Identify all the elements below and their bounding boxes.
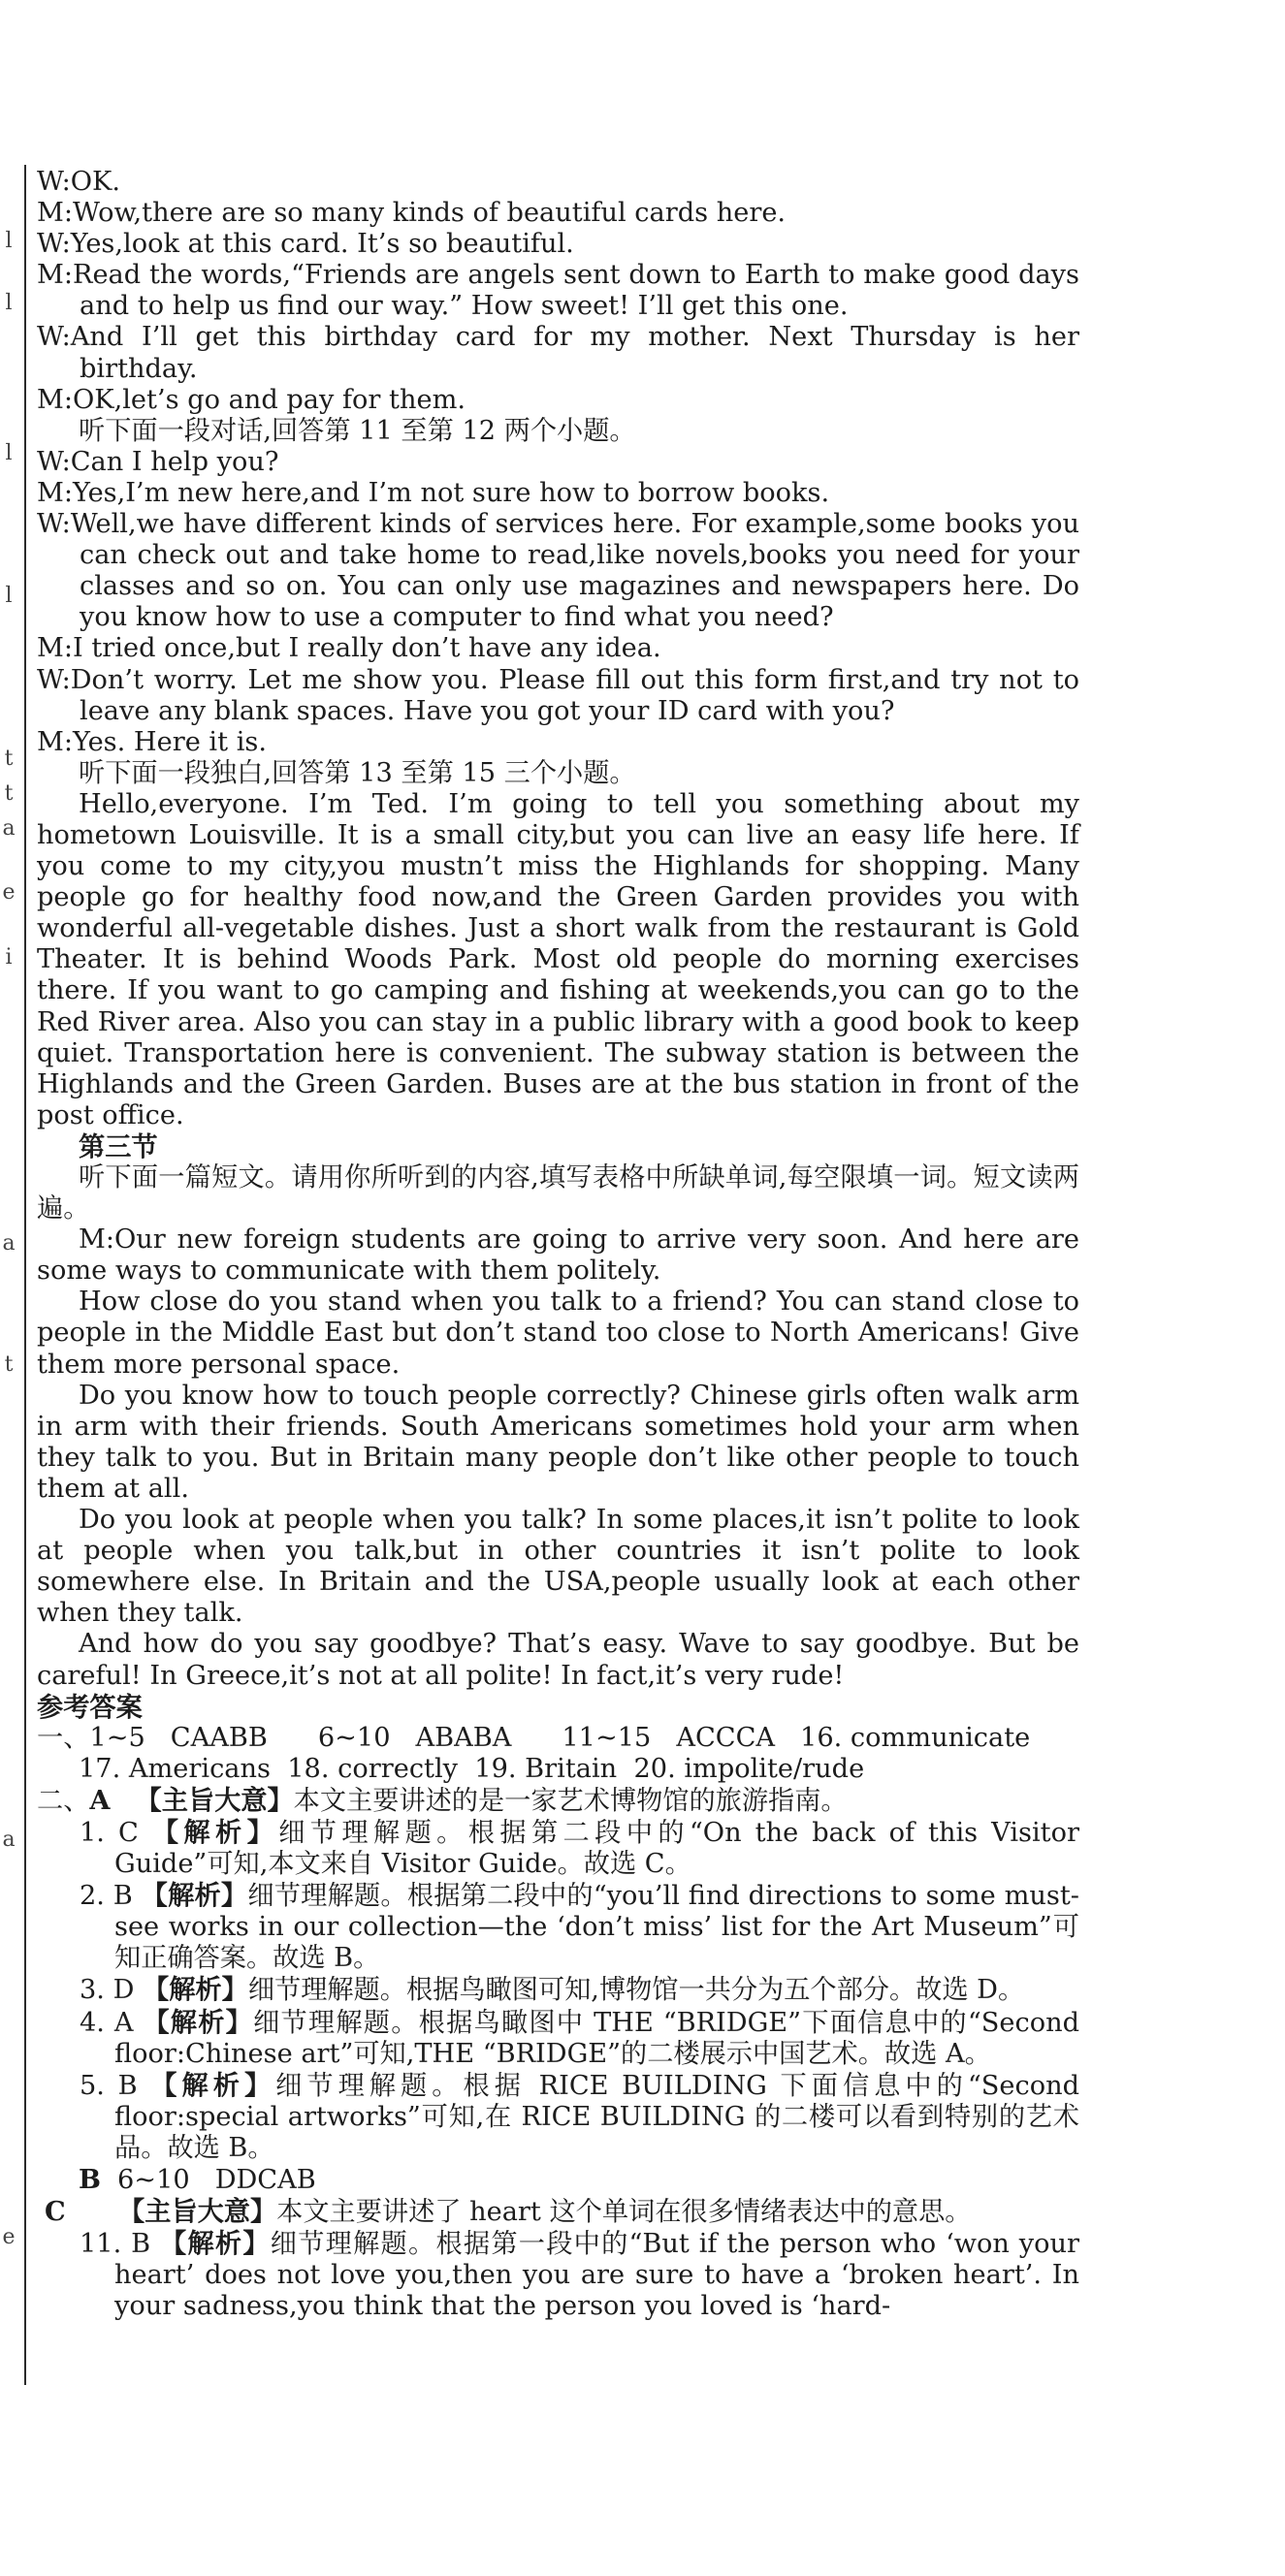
- answer-explanation: 11. B 【解析】细节理解题。根据第一段中的“But if the person who ‘won your heart’ does not love you,then you are sure to have a ‘broken heart’. In your sadness,you think that the person you loved is ‘hard-: [80, 2228, 1079, 2322]
- edge-letter: t: [4, 781, 14, 806]
- edge-letter: a: [2, 816, 16, 841]
- listening-intro: 听下面一段对话,回答第 11 至第 12 两个小题。: [79, 415, 636, 446]
- dialog-line: W:Don’t worry. Let me show you. Please fill out this form first,and try not to leave any blank spaces. Have you got your ID card with you?: [37, 664, 1079, 726]
- dialog-line: W:Well,we have different kinds of services here. For example,some books you can check out and take home to read,like novels,books you need for your classes and so on. You can only use magazines and newspapers here. Do you know how to use a computer to find what you need?: [37, 509, 1079, 633]
- answer-explanation: 1. C 【解析】细节理解题。根据第二段中的“On the back of this Visitor Guide”可知,本文来自 Visitor Guide。故选 C。: [80, 1816, 1079, 1880]
- passage-paragraph: Do you know how to touch people correctly? Chinese girls often walk arm in arm with their friends. South Americans sometimes hold your arm when they talk to you. But in Britain many people don’t like other people to touch them at all.: [37, 1380, 1079, 1504]
- edge-letter: l: [5, 441, 13, 465]
- monologue-paragraph: Hello,everyone. I’m Ted. I’m going to tell you something about my hometown Louisville. It is a small city,but you can live an easy life here. If you come to my city,you mustn’t miss the Highlands for shopping. Many people go for healthy food now,and the Green Garden provides you with wonderful all-vegetable dishes. Just a short walk from the restaurant is Gold Theater. It is behind Woods Park. Most old people do morning exercises there. If you want to go camping and fishing at weekends,you can go to the Red River area. Also you can stay in a public library with a good book to keep quiet. Transportation here is convenient. The subway station is between the Highlands and the Green Garden. Buses are at the bus station in front of the post office.: [37, 788, 1079, 1130]
- main-idea: 二、A 【主旨大意】本文主要讲述的是一家艺术博物馆的旅游指南。: [37, 1784, 848, 1816]
- answer-explanation: 5. B 【解析】细节理解题。根据 RICE BUILDING 下面信息中的“Second floor:special artworks”可知,在 RICE BUILDING 的二楼可以看到特别的艺术品。故选 B。: [80, 2069, 1079, 2163]
- page-content: [37, 167, 1079, 2322]
- section-heading: 第三节: [79, 1130, 158, 1162]
- dialog-line: W:OK.: [37, 167, 120, 197]
- passage-paragraph: M:Our new foreign students are going to arrive very soon. And here are some ways to communicate with them politely.: [37, 1224, 1079, 1287]
- dialog-line: M:OK,let’s go and pay for them.: [37, 384, 466, 415]
- main-idea: C 【主旨大意】本文主要讲述了 heart 这个单词在很多情绪表达中的意思。: [45, 2196, 972, 2228]
- passage-paragraph: And how do you say goodbye? That’s easy. Wave to say goodbye. But be careful! In Greece,it’s not at all polite! In fact,it’s very rude!: [37, 1629, 1079, 1691]
- dialog-line: W:Yes,look at this card. It’s so beautiful.: [37, 229, 574, 260]
- dialog-line: W:Can I help you?: [37, 446, 279, 477]
- dialog-line: M:I tried once,but I really don’t have any idea.: [37, 633, 661, 664]
- edge-letter: l: [5, 291, 13, 315]
- dialog-line: W:And I’ll get this birthday card for my mother. Next Thursday is her birthday.: [37, 322, 1079, 384]
- edge-letter: a: [2, 1231, 16, 1256]
- dialog-line: M:Read the words,“Friends are angels sent down to Earth to make good days and to help us find our way.” How sweet! I’ll get this one.: [37, 260, 1079, 322]
- edge-letter: l: [5, 584, 13, 608]
- edge-letter: e: [2, 880, 16, 905]
- section-instructions: 听下面一篇短文。请用你所听到的内容,填写表格中所缺单词,每空限填一词。短文读两遍。: [37, 1162, 1079, 1224]
- answer-row: 17. Americans 18. correctly 19. Britain 20. impolite/rude: [79, 1753, 865, 1784]
- passage-paragraph: How close do you stand when you talk to a friend? You can stand close to people in the Middle East but don’t stand too close to North Americans! Give them more personal space.: [37, 1287, 1079, 1380]
- answer-explanation: 4. A 【解析】细节理解题。根据鸟瞰图中 THE “BRIDGE”下面信息中的“Second floor:Chinese art”可知,THE “BRIDGE”的二楼展示中国艺术。故选 A。: [80, 2006, 1079, 2069]
- dialog-line: M:Yes. Here it is.: [37, 726, 267, 757]
- answer-explanation: 3. D 【解析】细节理解题。根据鸟瞰图可知,博物馆一共分为五个部分。故选 D。: [80, 1974, 1025, 2006]
- dialog-line: M:Yes,I’m new here,and I’m not sure how to borrow books.: [37, 477, 830, 508]
- edge-letter: e: [2, 2225, 16, 2249]
- answer-explanation: 2. B 【解析】细节理解题。根据第二段中的“you’ll find directions to some must-see works in our collection—the ‘don’t miss’ list for the Art Museum”可知正确答案。故选 B。: [80, 1880, 1079, 1974]
- edge-letter: t: [4, 747, 14, 771]
- edge-letter: a: [2, 1828, 16, 1852]
- answers-heading: 参考答案: [37, 1691, 143, 1723]
- edge-letter: t: [4, 1352, 14, 1377]
- edge-letter: l: [5, 229, 13, 253]
- answer-row: 一、1~5 CAABB 6~10 ABABA 11~15 ACCCA 16. communicate: [37, 1722, 1031, 1753]
- margin-rule: [24, 165, 26, 2385]
- listening-intro: 听下面一段独白,回答第 13 至第 15 三个小题。: [79, 757, 636, 788]
- edge-letter: i: [5, 945, 13, 970]
- answer-row: B 6~10 DDCAB: [79, 2164, 316, 2195]
- passage-paragraph: Do you look at people when you talk? In some places,it isn’t polite to look at people when you talk,but in other countries it isn’t polite to look somewhere else. In Britain and the USA,people usually look at each other when they talk.: [37, 1505, 1079, 1629]
- dialog-line: M:Wow,there are so many kinds of beautiful cards here.: [37, 198, 787, 229]
